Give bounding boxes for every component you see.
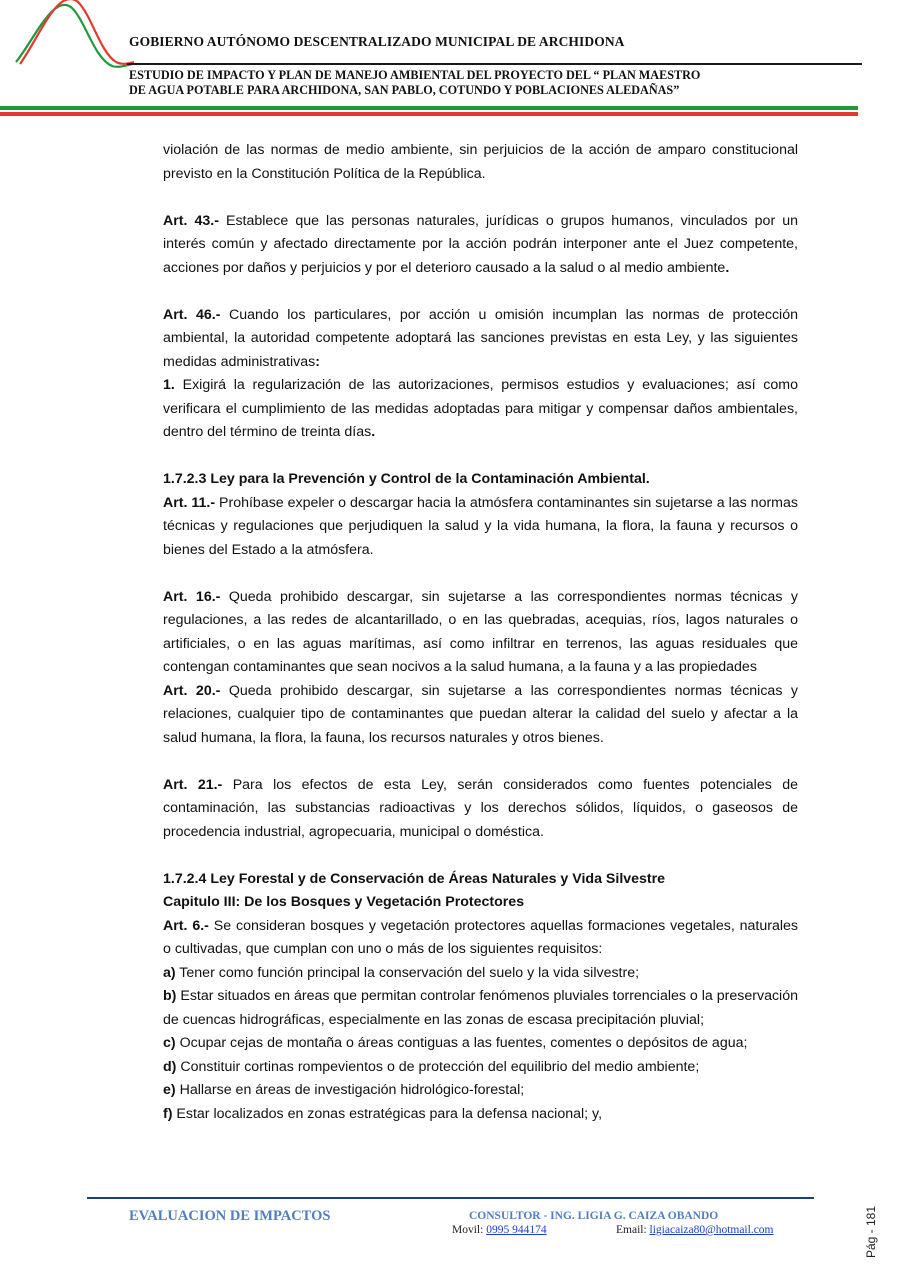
document-body: [163, 139, 798, 1126]
footer-divider: [87, 1197, 814, 1199]
logo-graphic: [14, 0, 134, 70]
header-subtitle-line2: DE AGUA POTABLE PARA ARCHIDONA, SAN PABLO, COTUNDO Y POBLACIONES ALEDAÑAS”: [129, 83, 680, 97]
article-46: Art. 46.- Cuando los particulares, por acción u omisión incumplan las normas de protección ambiental, la autoridad competente adoptará las sanciones previstas en esta Ley, y las siguientes medidas administrativas:: [163, 306, 798, 370]
email-block: [616, 1224, 774, 1236]
article-20: Art. 20.- Queda prohibido descargar, sin sujetarse a las correspondientes normas técnicas y relaciones, cualquier tipo de contaminantes que puedan alterar la calidad del suelo y afectar a la salud humana, la flora, la fauna, los recursos naturales y otros bienes.: [163, 682, 798, 746]
header-title: GOBIERNO AUTÓNOMO DESCENTRALIZADO MUNICIPAL DE ARCHIDONA: [129, 34, 625, 49]
list-item: c) Ocupar cejas de montaña o áreas contiguas a las fuentes, comentes o depósitos de agua;: [163, 1035, 748, 1051]
chapter-heading: Capitulo III: De los Bosques y Vegetación Protectores: [163, 894, 525, 910]
page-number: Pág - 181: [864, 1205, 878, 1259]
section-heading-1724: 1.7.2.4 Ley Forestal y de Conservación de Áreas Naturales y Vida Silvestre: [163, 870, 666, 887]
list-item: a) Tener como función principal la conservación del suelo y la vida silvestre;: [163, 964, 640, 981]
article-label: Art. 20.-: [163, 682, 221, 699]
list-item: e) Hallarse en áreas de investigación hidrológico-forestal;: [163, 1082, 525, 1098]
phone-label: Movil:: [452, 1224, 487, 1236]
article-16: Art. 16.- Queda prohibido descargar, sin sujetarse a las correspondientes normas técnicas y regulaciones, a las redes de alcantarillado, o en las quebradas, acequias, ríos, lagos naturales o artificiales, o en las aguas marítimas, así como infiltrar en terrenos, las aguas residuales que contengan contaminantes que sean nocivos a la salud humana, a la fauna y a las propiedades: [163, 588, 798, 675]
article-label: Art. 6.-: [163, 917, 209, 934]
header-subtitle-line1: ESTUDIO DE IMPACTO Y PLAN DE MANEJO AMBIENTAL DEL PROYECTO DEL “ PLAN MAESTRO: [129, 68, 701, 82]
email-link[interactable]: ligiacaiza80@hotmail.com: [649, 1224, 774, 1236]
header-subtitle: [129, 68, 829, 98]
list-item: d) Constituir cortinas rompevientos o de protección del equilibrio del medio ambiente;: [163, 1058, 700, 1075]
article-21: Art. 21.- Para los efectos de esta Ley, serán considerados como fuentes potenciales de contaminación, las substancias radioactivas y los derechos sólidos, líquidos, o gaseosos de procedencia industrial, agropecuaria, municipal o doméstica.: [163, 776, 798, 840]
phone-link[interactable]: 0995 944174: [486, 1224, 547, 1236]
email-label: Email:: [616, 1224, 650, 1236]
header-band-red: [0, 112, 858, 116]
article-43: Art. 43.- Establece que las personas naturales, jurídicas o grupos humanos, vinculados por un interés común y afectado directamente por la acción podrán interponer ante el Juez competente, acciones por daños y perjuicios y por el deterioro causado a la salud o al medio ambiente.: [163, 212, 798, 276]
article-label: Art. 16.-: [163, 588, 221, 605]
article-label: Art. 46.-: [163, 306, 221, 323]
list-item: f) Estar localizados en zonas estratégicas para la defensa nacional; y,: [163, 1105, 603, 1122]
article-label: Art. 11.-: [163, 494, 216, 511]
footer-consultant: CONSULTOR - ING. LIGIA G. CAIZA OBANDO: [469, 1210, 719, 1222]
list-item: b) Estar situados en áreas que permitan controlar fenómenos pluviales torrenciales o la preservación de cuencas hidrográficas, especialmente en las zonas de escasa precipitación pluvial;: [163, 988, 798, 1028]
article-label: Art. 43.-: [163, 212, 219, 229]
footer-contact: [452, 1224, 792, 1236]
article-46-item-1: 1. Exigirá la regularización de las autorizaciones, permisos estudios y evaluaciones; así como verificara el cumplimiento de las medidas adoptadas para mitigar y compensar daños ambientales, dentro del término de treinta días.: [163, 377, 798, 440]
article-label: Art. 21.-: [163, 776, 223, 793]
header-divider: [127, 63, 862, 65]
section-heading-1723: 1.7.2.3 Ley para la Prevención y Control de la Contaminación Ambiental.: [163, 471, 650, 487]
footer-section-title: EVALUACION DE IMPACTOS: [129, 1208, 331, 1224]
article-6: Art. 6.- Se consideran bosques y vegetación protectores aquellas formaciones vegetales, naturales o cultivadas, que cumplan con uno o más de los siguientes requisitos:: [163, 917, 799, 957]
article-11: Art. 11.- Prohíbase expeler o descargar hacia la atmósfera contaminantes sin sujetarse a las normas técnicas y regulaciones que perjudiquen la salud y la vida humana, la flora, la fauna y recursos o bienes del Estado a la atmósfera.: [163, 494, 798, 558]
paragraph-intro: violación de las normas de medio ambiente, sin perjuicios de la acción de amparo constitucional previsto en la Constitución Política de la República.: [163, 142, 798, 182]
